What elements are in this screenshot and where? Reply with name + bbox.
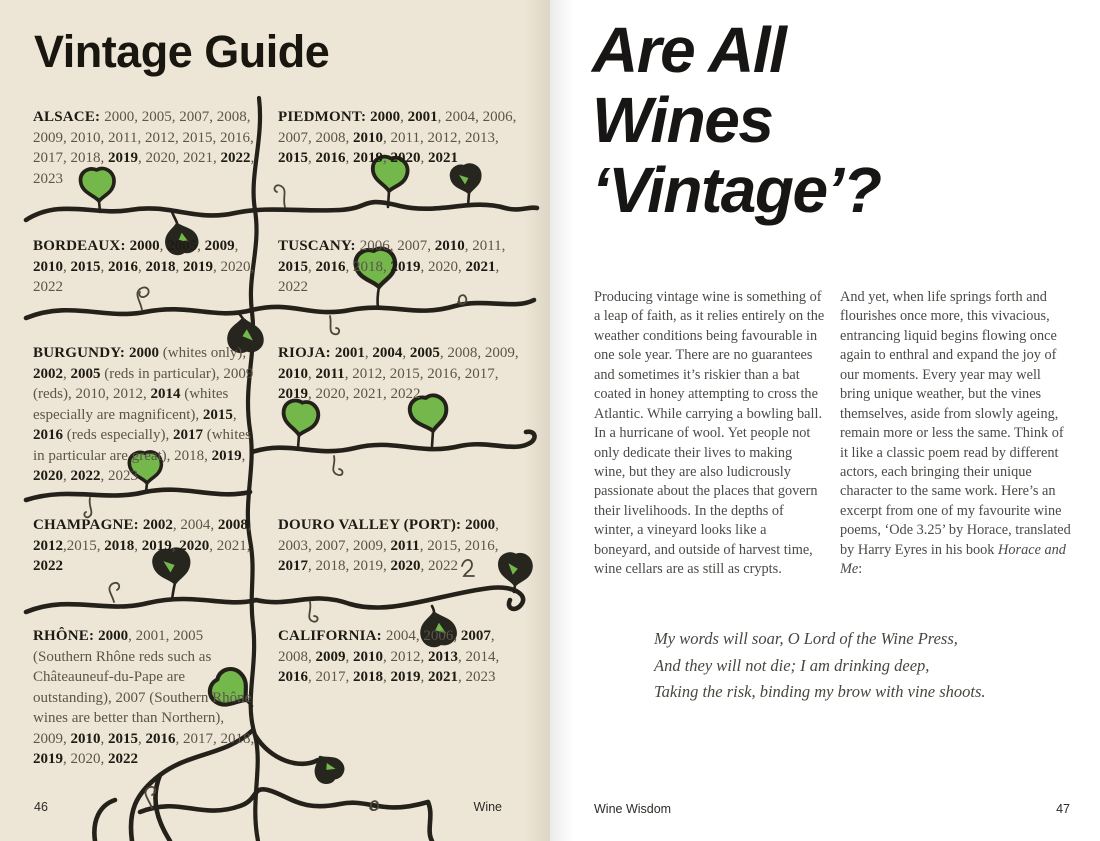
region-burgundy: BURGUNDY: 2000 (whites only), 2002, 2005 (reds in particular), 2009 (reds), 2010, 2012, 2014 (whites especially are magnificent), 2015, 2016 (reds especially), 2017 (whites in particular are great), 2018, 2019, 2020, 2022, 2023: [33, 345, 254, 485]
book-title-italic: Horace and Me: [840, 541, 1066, 578]
region-name: PIEDMONT:: [278, 109, 371, 125]
page-number-left: 46: [34, 800, 48, 814]
page-gutter-shadow-right: [550, 0, 574, 841]
region-name: CALIFORNIA:: [278, 628, 386, 644]
region-name: ALSACE:: [33, 109, 105, 125]
poem-line-2: And they will not die; I am drinking deep,: [654, 655, 930, 675]
vintage-guide-title: Vintage Guide: [34, 26, 330, 77]
region-rioja: RIOJA: 2001, 2004, 2005, 2008, 2009, 2010, 2011, 2012, 2015, 2016, 2017, 2019, 2020, 2021, 2022: [278, 345, 519, 403]
article-column-2: [840, 288, 1072, 580]
region-champagne: CHAMPAGNE: 2002, 2004, 2008, 2012,2015, 2018, 2019, 2020, 2021, 2022: [33, 517, 252, 575]
article-title: [592, 16, 880, 225]
region-name: CHAMPAGNE:: [33, 517, 143, 533]
region-douro-valley: DOURO VALLEY (PORT): 2000, 2003, 2007, 2009, 2011, 2015, 2016, 2017, 2018, 2019, 2020, 2022: [278, 517, 499, 575]
poem-line-3: Taking the risk, binding my brow with vine shoots.: [654, 682, 986, 702]
poem-quote: [654, 626, 986, 706]
region-alsace: ALSACE: 2000, 2005, 2007, 2008, 2009, 2010, 2011, 2012, 2015, 2016, 2017, 2018, 2019, 2020, 2021, 2022, 2023: [33, 109, 255, 187]
region-name: RIOJA:: [278, 345, 335, 361]
running-footer-wine-wisdom: Wine Wisdom: [594, 802, 672, 816]
article-title-line-3: ‘Vintage’?: [592, 153, 881, 226]
article-column-1: Producing vintage wine is something of a leap of faith, as it relies entirely on the weather conditions being favourable in one sole year. There are no guarantees and sometimes it’s riskier than a bat coated in honey attempting to cross the Atlantic. While carrying a bowling ball. In a hurricane of wool. Yet people not only dedicate their lives to making wine, but they are also ludicrously passionate about the places that govern their livelihoods. In the depths of winter, a vineyard looks like a boneyard, and outside of harvest time, wine cellars are as still as crypts.: [594, 289, 825, 578]
region-tuscany: TUSCANY: 2006, 2007, 2010, 2011, 2015, 2016, 2018, 2019, 2020, 2021, 2022: [278, 238, 506, 296]
region-name: RHÔNE:: [33, 628, 99, 644]
running-footer-wine: Wine: [473, 800, 502, 814]
region-rhone: RHÔNE: 2000, 2001, 2005 (Southern Rhône reds such as Châteauneuf-du-Pape are outstanding), 2007 (Southern Rhône wines are better than Northern), 2009, 2010, 2015, 2016, 2017, 2018, 2019, 2020, 2022: [33, 628, 255, 768]
region-piedmont: PIEDMONT: 2000, 2001, 2004, 2006, 2007, 2008, 2010, 2011, 2012, 2013, 2015, 2016, 2019, 2020, 2021: [278, 109, 517, 167]
article-title-line-2: Wines: [592, 83, 773, 156]
article-column-2-text: And yet, when life springs forth and flourishes once more, this vivacious, entrancing liquid begins flowing once again to enthral and expand the joy of our moments. Every year may well bring unique weather, but the vines themselves, aside from slowly ageing, remain more or less the same. Think of it like a classic poem read by different actors, each bringing their unique character to the same work. Here’s an excerpt from one of my favourite wine poems, ‘Ode 3.25’ by Horace, translated by Harry Eyres in his book: [840, 289, 1071, 558]
article-title-line-1: Are All: [592, 14, 786, 86]
right-page: [550, 0, 1100, 841]
article-column-2-tail: :: [858, 561, 863, 578]
region-name: DOURO VALLEY (PORT):: [278, 517, 466, 533]
region-bordeaux: BORDEAUX: 2000, 2005, 2009, 2010, 2015, 2016, 2018, 2019, 2020, 2022: [33, 238, 255, 296]
page-number-right: 47: [1056, 802, 1070, 816]
region-name: BORDEAUX:: [33, 238, 130, 254]
region-california: CALIFORNIA: 2004, 2006, 2007, 2008, 2009, 2010, 2012, 2013, 2014, 2016, 2017, 2018, 2019, 2021, 2023: [278, 628, 500, 686]
article-body: [594, 288, 1072, 580]
region-name: BURGUNDY:: [33, 345, 130, 361]
poem-line-1: My words will soar, O Lord of the Wine Press,: [654, 629, 958, 648]
region-name: TUSCANY:: [278, 238, 360, 254]
